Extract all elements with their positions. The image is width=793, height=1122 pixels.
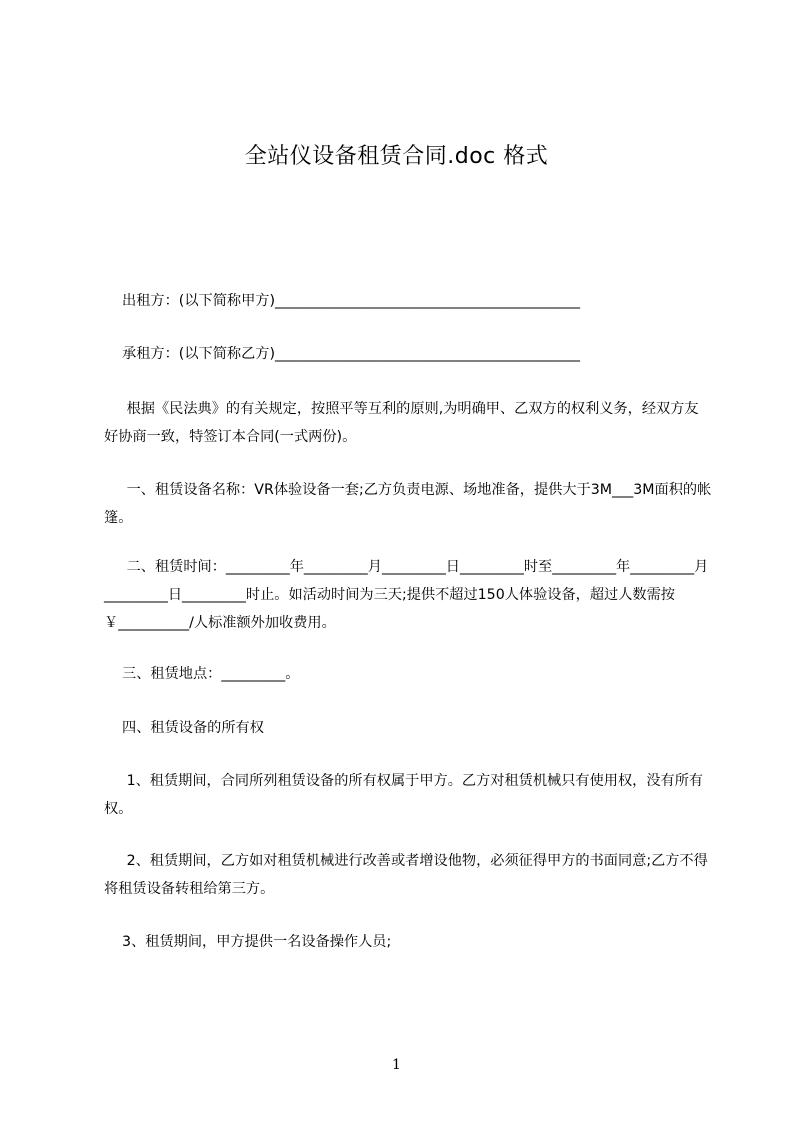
clause-4-item-2: 2、租赁期间，乙方如对租赁机械进行改善或者增设他物，必须征得甲方的书面同意;乙方不得将租赁设备转租给第三方。 xyxy=(104,853,708,897)
clause-2-lease-time: 二、租赁时间：_________年_________月_________日_________时至_________年_________月_________日_________时止。如活动时间为三天;提供不超过150人体验设备，超过人数需按￥__________/人标准额外加收费用。 xyxy=(104,559,709,631)
clause-1-equipment-name: 一、租赁设备名称：VR体验设备一套;乙方负责电源、场地准备，提供大于3M___3M面积的帐篷。 xyxy=(104,482,712,526)
clause-3-lease-location: 三、租赁地点：_________。 xyxy=(104,666,300,682)
lessee-line: 承租方：(以下简称乙方)___________________________________________ xyxy=(104,346,581,362)
lessor-line: 出租方：(以下简称甲方)___________________________________________ xyxy=(104,293,581,309)
preamble-paragraph: 根据《民法典》的有关规定，按照平等互利的原则,为明确甲、乙双方的权利义务，经双方友好协商一致，特签订本合同(一式两份)。 xyxy=(104,401,699,445)
clause-4-ownership-heading: 四、租赁设备的所有权 xyxy=(104,720,264,736)
page-number: 1 xyxy=(392,1057,401,1073)
clause-4-item-3: 3、租赁期间，甲方提供一名设备操作人员; xyxy=(104,934,392,950)
clause-4-item-1: 1、租赁期间，合同所列租赁设备的所有权属于甲方。乙方对租赁机械只有使用权，没有所有权。 xyxy=(104,773,704,817)
document-title: 全站仪设备租赁合同.doc 格式 xyxy=(244,144,549,169)
